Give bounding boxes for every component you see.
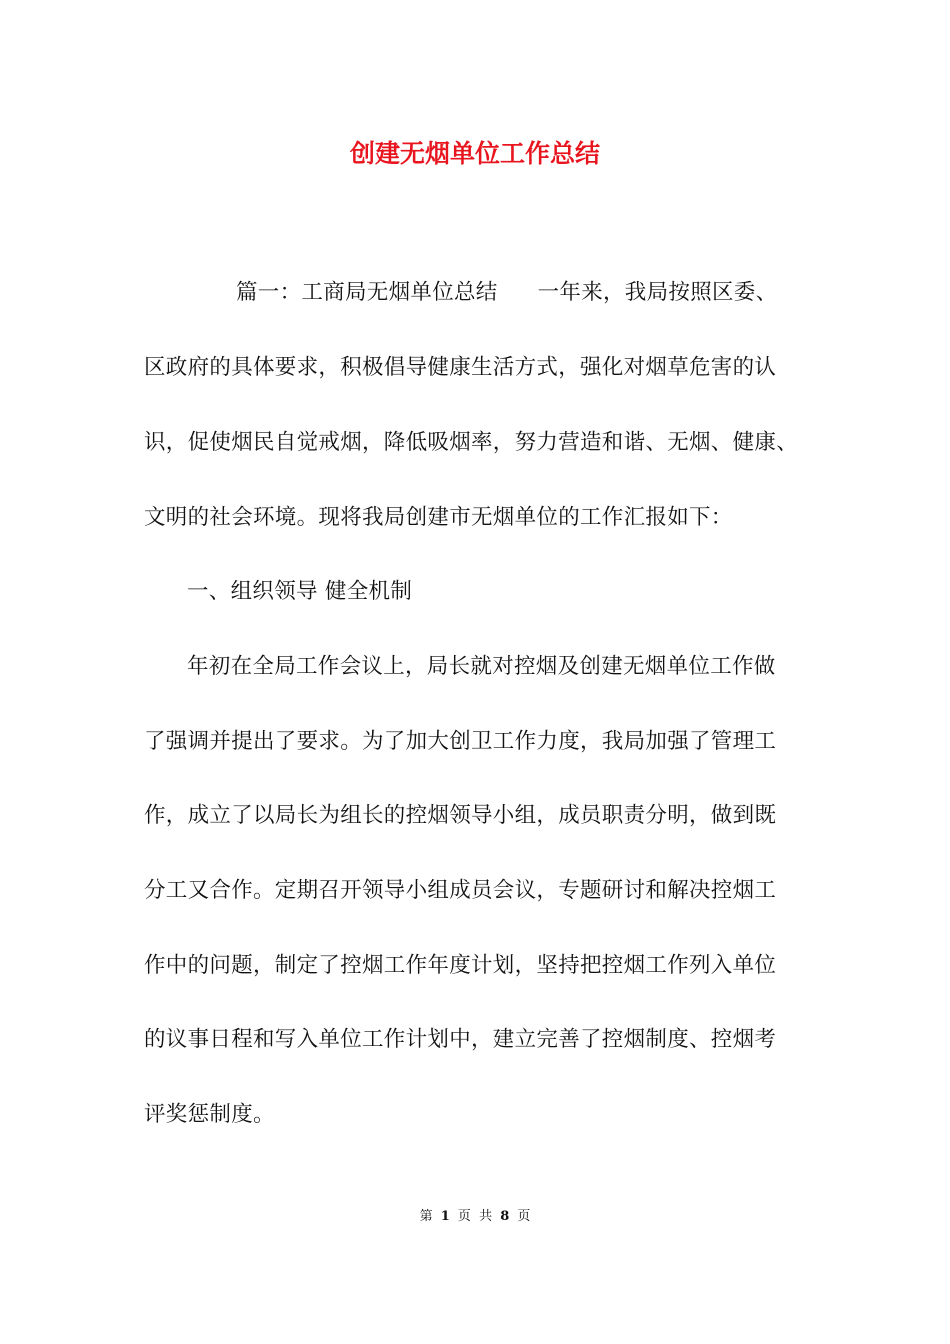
footer-gong: 共	[479, 1209, 493, 1224]
paragraph-line: 识，促使烟民自觉戒烟，降低吸烟率，努力营造和谐、无烟、健康、	[144, 430, 799, 455]
paragraph-line: 作，成立了以局长为组长的控烟领导小组，成员职责分明，做到既	[144, 803, 777, 828]
paragraph-line: 作中的问题，制定了控烟工作年度计划，坚持把控烟工作列入单位	[144, 953, 777, 978]
footer-ye: 页	[517, 1209, 531, 1224]
footer-di: 第	[419, 1209, 433, 1224]
paragraph-line: 区政府的具体要求，积极倡导健康生活方式，强化对烟草危害的认	[144, 355, 777, 380]
page-footer	[0, 1208, 950, 1226]
paragraph-text: 一年来，我局按照区委、	[537, 280, 778, 305]
footer-total-pages: 8	[500, 1209, 510, 1224]
paragraph-line: 评奖惩制度。	[144, 1102, 275, 1127]
paragraph-line: 文明的社会环境。现将我局创建市无烟单位的工作汇报如下：	[144, 505, 733, 530]
footer-ye: 页	[457, 1209, 471, 1224]
paragraph-line	[236, 278, 777, 308]
subsection-heading: 一、组织领导 健全机制	[187, 579, 413, 604]
paragraph-line: 的议事日程和写入单位工作计划中，建立完善了控烟制度、控烟考	[144, 1027, 777, 1052]
footer-page-number: 1	[440, 1209, 450, 1224]
paragraph-line: 分工又合作。定期召开领导小组成员会议，专题研讨和解决控烟工	[144, 878, 777, 903]
paragraph-line: 年初在全局工作会议上，局长就对控烟及创建无烟单位工作做	[187, 654, 776, 679]
document-title: 创建无烟单位工作总结	[349, 139, 600, 168]
section-heading-text: 篇一：工商局无烟单位总结	[236, 280, 498, 305]
paragraph-line: 了强调并提出了要求。为了加大创卫工作力度，我局加强了管理工	[144, 729, 777, 754]
